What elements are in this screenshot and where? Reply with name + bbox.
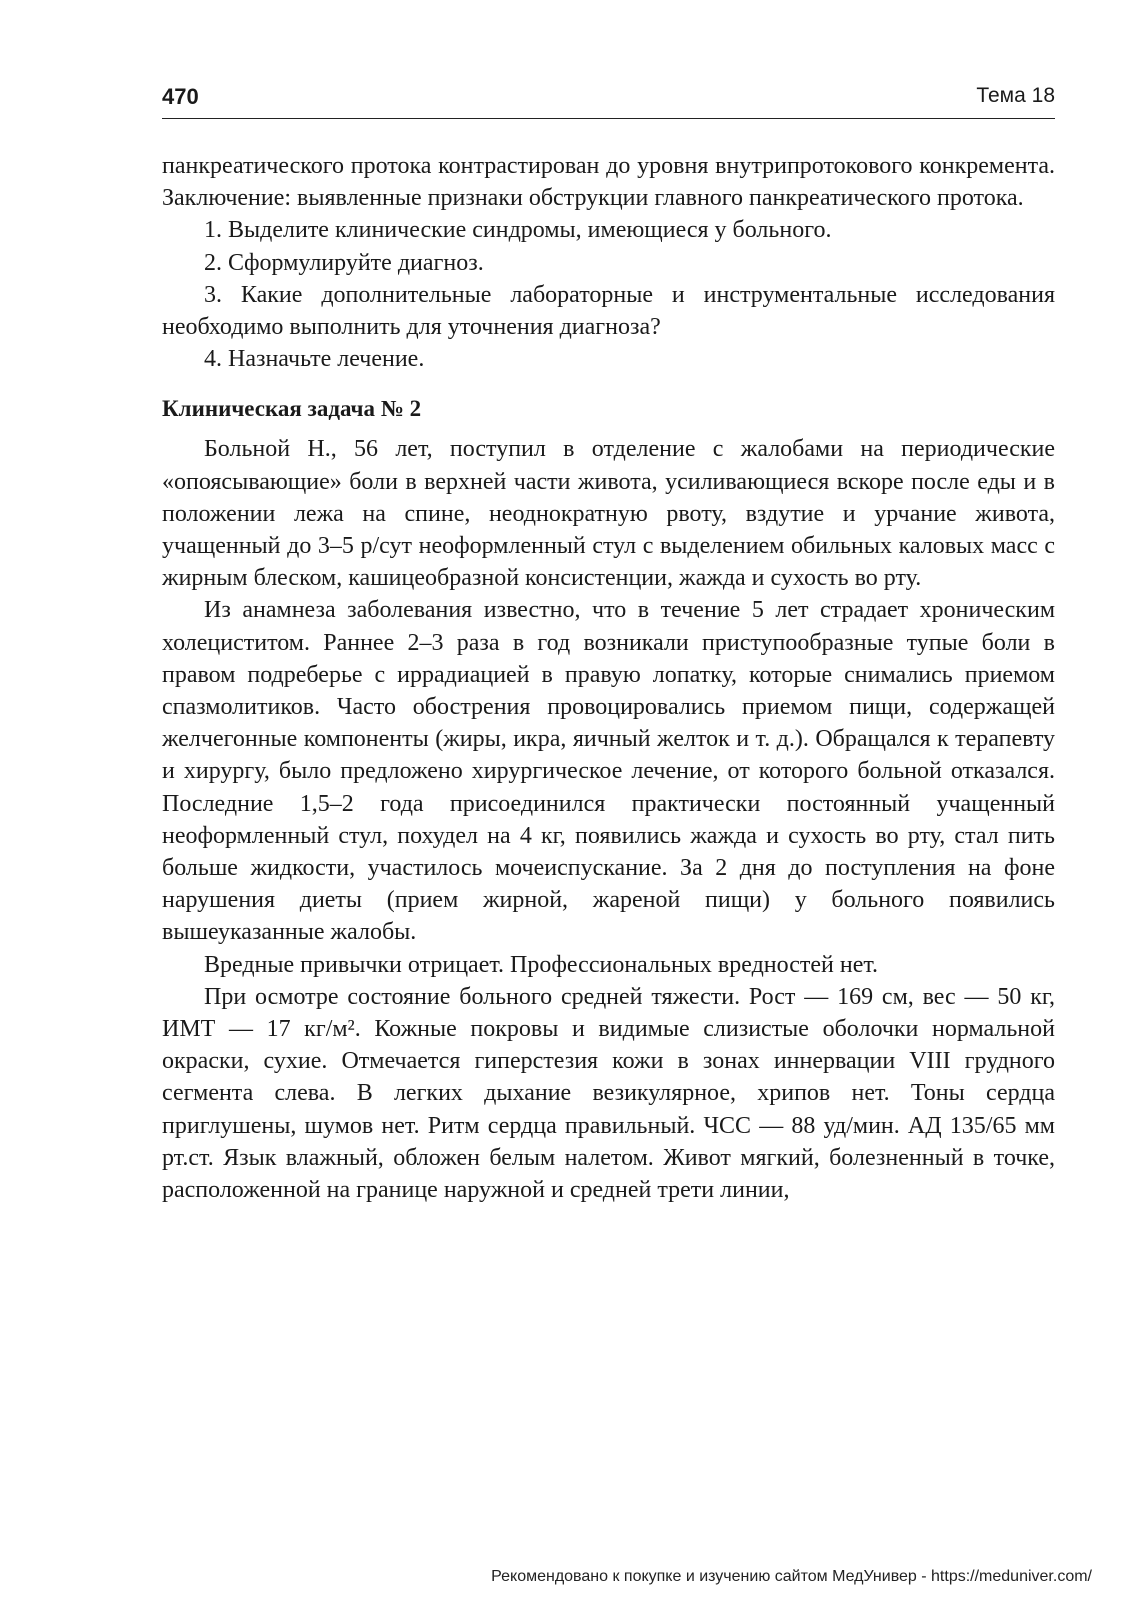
- examination-paragraph: При осмотре состояние больного средней тяжести. Рост — 169 см, вес — 50 кг, ИМТ — 17 кг/м². Кожные покровы и видимые слизистые оболочки нормальной окраски, сухие. Отмечается гиперстезия кожи в зонах иннервации VIII грудного сегмента слева. В легких дыхание везикулярное, хрипов нет. Тоны сердца приглушены, шумов нет. Ритм сердца правильный. ЧСС — 88 уд/мин. АД 135/65 мм рт.ст. Язык влажный, обложен белым налетом. Живот мягкий, болезненный в точке, расположенной на границе наружной и средней трети линии,: [162, 983, 1055, 1204]
- page-body: [162, 150, 1055, 1206]
- topic-label: Тема 18: [976, 84, 1055, 107]
- question-4: 4. Назначьте лечение.: [204, 346, 425, 373]
- continuation-paragraph: панкреатического протока контрастирован до уровня внутрипротокового конкремента. Заключение: выявленные признаки обструкции главного панкреатического протока.: [162, 153, 1055, 212]
- complaints-paragraph: Больной Н., 56 лет, поступил в отделение с жалобами на периодические «опоясывающие» боли в верхней части живота, усиливающиеся вскоре после еды и в положении лежа на спине, неоднократную рвоту, вздутие и урчание живота, учащенный до 3–5 р/сут неоформленный стул с выделением обильных каловых масс с жирным блеском, кашицеобразной консистенции, жажда и сухость во рту.: [162, 436, 1055, 592]
- section-title: Клиническая задача № 2: [162, 396, 422, 422]
- page-number: 470: [162, 84, 199, 109]
- footer-note: Рекомендовано к покупке и изучению сайтом МедУнивер - https://meduniver.com/: [491, 1568, 1092, 1585]
- anamnesis-paragraph: Из анамнеза заболевания известно, что в течение 5 лет страдает хроническим холециститом. Раннее 2–3 раза в год возникали приступообразные тупые боли в правом подреберье с иррадиацией в правую лопатку, которые снимались приемом спазмолитиков. Часто обострения провоцировались приемом пищи, содержащей желчегонные компоненты (жиры, икра, яичный желток и т. д.). Обращался к терапевту и хирургу, было предложено хирургическое лечение, от которого больной отказался. Последние 1,5–2 года присоединился практически постоянный учащенный неоформленный стул, похудел на 4 кг, появились жажда и сухость во рту, стал пить больше жидкости, участилось мочеиспускание. За 2 дня до поступления на фоне нарушения диеты (прием жирной, жареной пищи) у больного появились вышеуказанные жалобы.: [162, 597, 1055, 946]
- habits-paragraph: Вредные привычки отрицает. Профессиональных вредностей нет.: [204, 951, 879, 978]
- question-2: 2. Сформулируйте диагноз.: [204, 249, 484, 276]
- question-3: 3. Какие дополнительные лабораторные и инструментальные исследования необходимо выполнить для уточнения диагноза?: [162, 281, 1055, 341]
- question-1: 1. Выделите клинические синдромы, имеющиеся у больного.: [204, 217, 832, 244]
- page-header: [162, 84, 1055, 119]
